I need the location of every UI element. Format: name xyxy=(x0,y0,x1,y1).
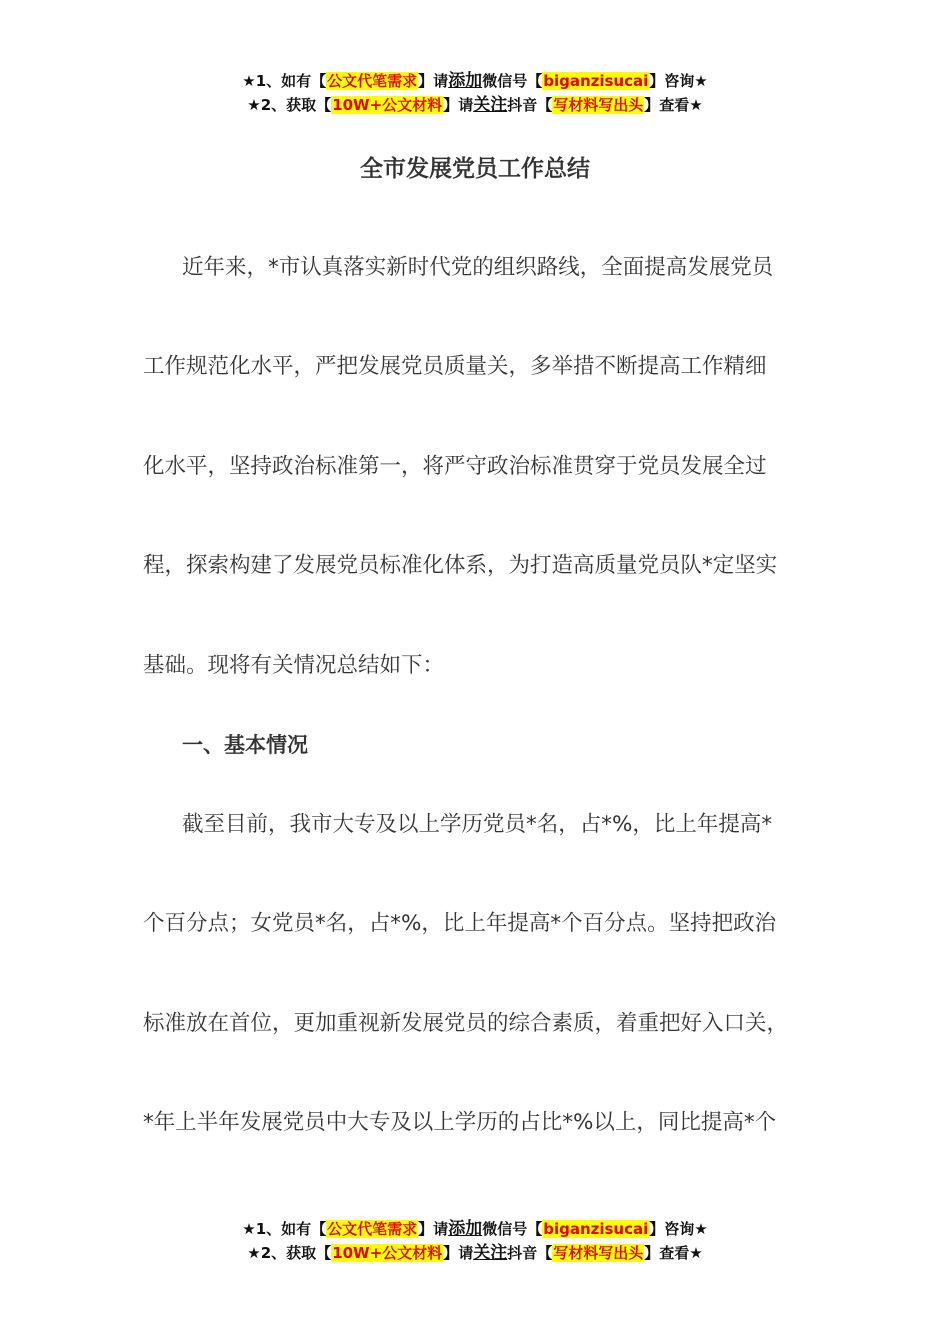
promo-line-1: ★1、如有【公文代笔需求】请添加微信号【biganzisucai】咨询★ xyxy=(242,71,708,91)
highlight-materials: 10W+公文材料 xyxy=(332,1244,443,1262)
highlight-materials: 10W+公文材料 xyxy=(332,96,443,114)
highlight-wechat-id: biganzisucai xyxy=(543,1220,649,1238)
paragraph-line: 化水平，坚持政治标准第一，将严守政治标准贯穿于党员发展全过 xyxy=(143,454,767,479)
document-title: 全市发展党员工作总结 xyxy=(360,156,590,182)
highlight-service: 公文代笔需求 xyxy=(327,72,418,90)
promo-line-2: ★2、获取【10W+公文材料】请关注抖音【写材料写出头】查看★ xyxy=(247,1243,703,1263)
promo-line-2: ★2、获取【10W+公文材料】请关注抖音【写材料写出头】查看★ xyxy=(247,95,703,115)
promo-banner-top xyxy=(0,69,950,117)
paragraph-line: 近年来，*市认真落实新时代党的组织路线，全面提高发展党员 xyxy=(182,255,774,280)
paragraph-line: 个百分点；女党员*名，占*%，比上年提高*个百分点。坚持把政治 xyxy=(143,911,777,936)
paragraph-line: *年上半年发展党员中大专及以上学历的占比*%以上，同比提高*个 xyxy=(143,1110,777,1135)
promo-banner-bottom xyxy=(0,1217,950,1265)
highlight-douyin-account: 写材料写出头 xyxy=(553,1244,644,1262)
paragraph-line: 基础。现将有关情况总结如下： xyxy=(143,653,445,678)
paragraph-line: 标准放在首位，更加重视新发展党员的综合素质，着重把好入口关， xyxy=(143,1011,789,1036)
highlight-wechat-id: biganzisucai xyxy=(543,72,649,90)
promo-line-1: ★1、如有【公文代笔需求】请添加微信号【biganzisucai】咨询★ xyxy=(242,1219,708,1239)
paragraph-line: 截至目前，我市大专及以上学历党员*名，占*%，比上年提高* xyxy=(182,812,773,837)
paragraph-line: 程，探索构建了发展党员标准化体系，为打造高质量党员队*定坚实 xyxy=(143,553,778,578)
paragraph-line: 工作规范化水平，严把发展党员质量关，多举措不断提高工作精细 xyxy=(143,354,767,379)
highlight-douyin-account: 写材料写出头 xyxy=(553,96,644,114)
highlight-service: 公文代笔需求 xyxy=(327,1220,418,1238)
section-heading: 一、基本情况 xyxy=(182,733,308,757)
